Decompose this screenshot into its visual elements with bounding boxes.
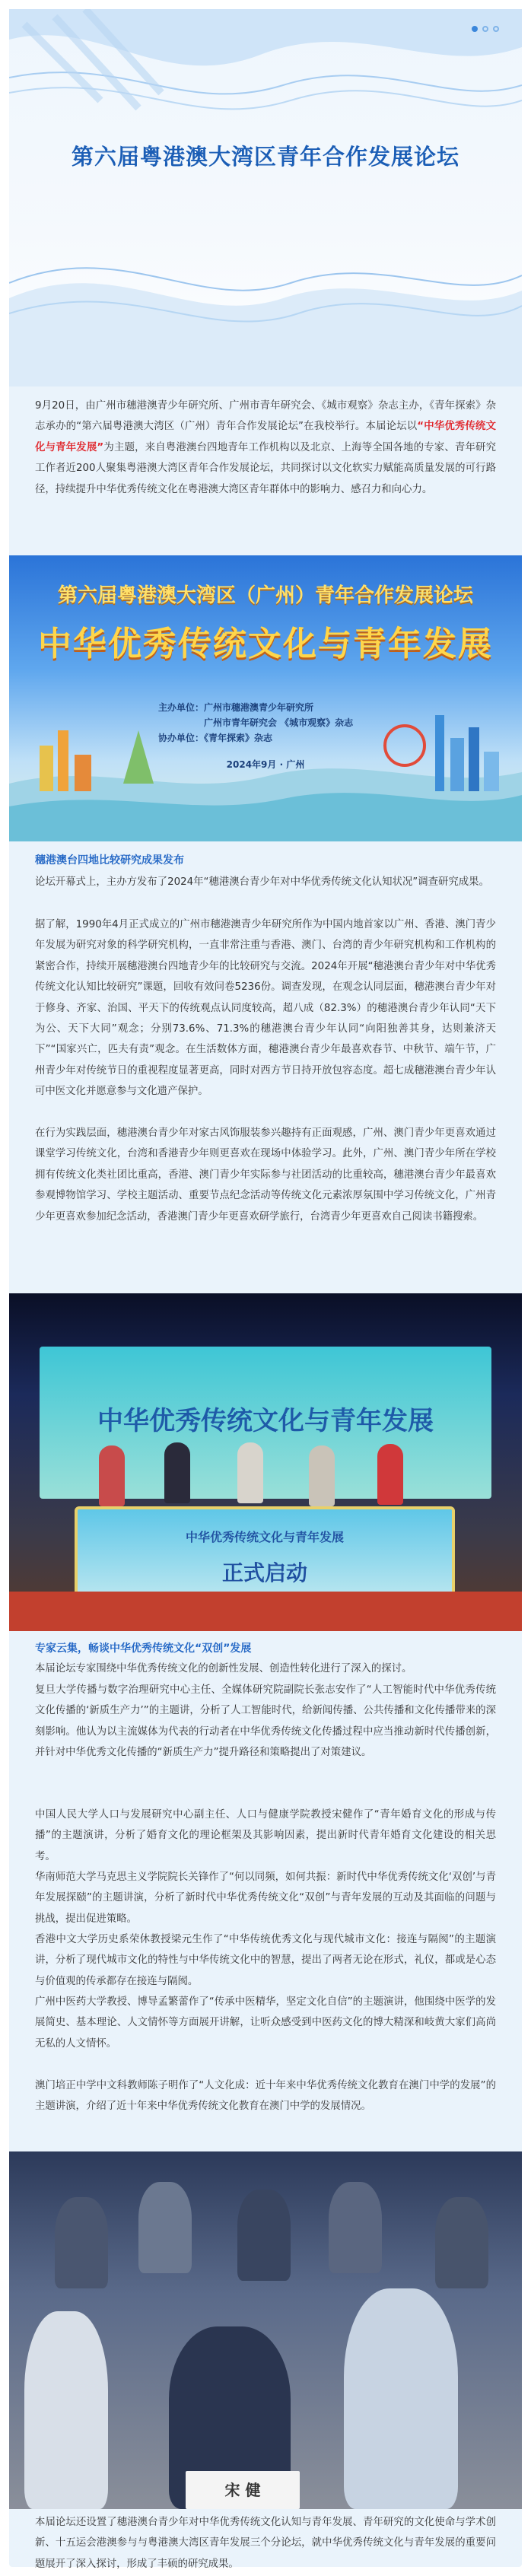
section2-paragraph: 澳门培正中学中文科教师陈子明作了“人文化成：近十年来中华优秀传统文化教育在澳门中学的发展”的主题讲演，介绍了近十年来中华优秀传统文化教育在澳门中学的发展情况。 (35, 2080, 496, 2113)
poster-organizers (158, 700, 447, 746)
section2-paragraph: 复旦大学传播与数字治理研究中心主任、全媒体研究院副院长张志安作了“人工智能时代中华优秀传统文化传播的‘新质生产力’”的主题讲，分析了人工智能时代，给新闻传播、公共传播和文化传播带来的深刻影响。他认为以主流媒体为代表的行动者在中华优秀传统文化传播过程中应当推动新时代传播创新，并针对中华优秀文化传播的“新质生产力”提升路径和策略提出了对策建议。 (35, 1684, 496, 1759)
intro-highlight: “中华优秀传统文化与青年发展” (35, 421, 496, 453)
attendee-figure (329, 2182, 382, 2273)
attendee-figure (344, 2288, 458, 2509)
section-heading: 专家云集，畅谈中华优秀传统文化“双创”发展 (35, 1643, 252, 1655)
launch-board-text: 正式启动 (221, 1560, 307, 1585)
stage-screen-text: 中华优秀传统文化与青年发展 (97, 1406, 434, 1436)
forum-poster (9, 555, 522, 841)
section1-paragraph: 据了解，1990年4月正式成立的广州市穗港澳青少年研究所作为中国内地首家以广州、香港、澳门青少年发展为研究对象的科学研究机构，一直非常注重与香港、澳门、台湾的青少年研究机构和工作机构的紧密合作，持续开展穗港澳台四地青少年的比较研究与交流。2024年开展“穗港澳台青少年对中华优秀传统文化认知比较研究”课题，回收有效问卷5236份。调查发现，在观念认同层面，穗港澳台青少年对于修身、齐家、治国、平天下的传统观点认同度较高，超八成（82.3%）的穗港澳台青少年认同“天下为公、天下大同”观念；分别73.6%、71.3%的穗港澳台青少年认同“向阳独善其身，达则兼济天下”“国家兴亡，匹夫有责”观念。在生活数体方面，穗港澳台青少年最喜欢春节、中秋节、端午节，广州青少年对传统节日的重视程度显著更高，同时对西方节日持开放包容态度。超七成穗港澳台青少年认可中医文化并愿意参与文化遗产保护。 (35, 919, 496, 1098)
speaker-figure (377, 1444, 403, 1505)
poster-date: 2024年9月 · 广州 (226, 759, 305, 770)
section2-paragraph: 香港中文大学历史系荣休教授梁元生作了“中华传统优秀文化与现代城市文化：接连与隔阂”的主题演讲，分析了现代城市文化的特性与中华传统文化中的智慧，提出了两者无论在形式，礼仪，都或是心态与价值观的传承都存在接连与隔阂。 (35, 1934, 496, 1987)
poster-title: 第六届粤港澳大湾区（广州）青年合作发展论坛 (57, 584, 473, 607)
nameplate: 宋 健 (186, 2471, 300, 2509)
intro-paragraph (35, 396, 496, 500)
carousel-dot[interactable] (493, 26, 499, 32)
attendee-figure (55, 2197, 108, 2288)
carousel-dot[interactable] (472, 26, 478, 32)
launch-board-subtitle: 中华优秀传统文化与青年发展 (185, 1530, 344, 1544)
speaker-figure (309, 1445, 335, 1506)
header-banner (9, 9, 522, 386)
speaker-figure (164, 1442, 190, 1503)
intro-text-cont: 为主题，来自粤港澳台四地青年工作机构以及北京、上海等全国各地的专家、青年研究工作者近200人聚集粤港澳大湾区青年合作发展论坛，共同探讨以文化软实力赋能高质量发展的可行路径，持续提升中华优秀传统文化在粤港澳大湾区青年群体中的影响力、感召力和向心力。 (35, 441, 496, 495)
section1-paragraph: 论坛开幕式上，主办方发布了2024年“穗港澳台青少年对中华优秀传统文化认知状况”调查研究成果。 (35, 876, 489, 888)
attendee-figure (435, 2197, 488, 2288)
page-title: 第六届粤港澳大湾区青年合作发展论坛 (71, 144, 459, 170)
closing-paragraph: 本届论坛还设置了穗港澳台青少年对中华优秀传统文化认知与青年发展、青年研究的文化使命与学术创新、十五运会港澳参与与粤港澳大湾区青年发展三个分论坛，就中华优秀传统文化与青年发展的重要问题展开了深入探讨，形成了丰硕的研究成果。 (35, 2517, 496, 2570)
carousel-dots (472, 26, 499, 32)
organizer-line: 协办单位：《青年探索》杂志 (158, 733, 273, 743)
poster-theme: 中华优秀传统文化与青年发展 (38, 625, 493, 663)
organizer-line: 广州市青年研究会 《城市观察》杂志 (204, 717, 354, 728)
section2-paragraph: 本届论坛专家围绕中华优秀传统文化的创新性发展、创造性转化进行了深入的探讨。 (35, 1663, 412, 1674)
header-waves (9, 9, 522, 386)
speaker-figure (237, 1442, 263, 1503)
organizer-line: 主办单位：广州市穗港澳青少年研究所 (158, 702, 314, 713)
section2-paragraph: 广州中医药大学教授、博导孟繁蕾作了“传承中医精华，坚定文化自信”的主题演讲，他围绕中医学的发展简史、基本理论、人文情怀等方面展开讲解，让听众感受到中医药文化的博大精深和岐黄大家们高尚无私的人文情怀。 (35, 1996, 496, 2050)
stage-floor (9, 1592, 522, 1631)
speaker-figure (99, 1445, 125, 1506)
carousel-dot[interactable] (482, 26, 488, 32)
audience-photo (9, 2151, 522, 2509)
launch-board (75, 1506, 455, 1605)
attendee-figure (24, 2311, 108, 2509)
section1-paragraph: 在行为实践层面，穗港澳台青少年对家古风饰服装参兴趣持有正面观感，广州、澳门青少年更喜欢通过课堂学习传统文化，台湾和香港青少年则更喜欢在现场中体验学习。此外，广州、澳门青少年所在学校拥有传统文化类社团比重高，香港、澳门青少年实际参与社团活动的比重较高，穗港澳台青少年最喜欢参观博物馆学习、学校主题活动、重要节点纪念活动等传统文化元素浓厚氛围中学习传统文化，广州青少年更喜欢参加纪念活动，香港澳门青少年更喜欢研学旅行，台湾青少年更喜欢自己阅读书籍搜索。 (35, 1127, 496, 1223)
intro-text: 9月20日，由广州市穗港澳青少年研究所、广州市青年研究会、《城市观察》杂志主办，《青年探索》杂志承办的“第六届粤港澳大湾区（广州）青年合作发展论坛”在我校举行。本届论坛以 (35, 400, 496, 433)
section-heading: 穗港澳台四地比较研究成果发布 (35, 854, 184, 867)
attendee-figure (138, 2182, 192, 2273)
section2-paragraph: 中国人民大学人口与发展研究中心副主任、人口与健康学院教授宋健作了“青年婚育文化的形成与传播”的主题演讲，分析了婚育文化的理论框架及其影响因素，提出新时代青年婚育文化建设的相关思考。 (35, 1809, 496, 1862)
audience-seats (9, 2151, 522, 2509)
section2-paragraph: 华南师范大学马克思主义学院院长关锋作了“何以同频，如何共振：新时代中华优秀传统文化‘双创’与青年发展探赜”的主题讲演，分析了新时代中华优秀传统文化“双创”与青年发展的互动及其面临的问题与挑战，提出促进策略。 (35, 1872, 496, 1925)
attendee-figure (237, 2190, 291, 2281)
launch-ceremony-photo (9, 1293, 522, 1631)
